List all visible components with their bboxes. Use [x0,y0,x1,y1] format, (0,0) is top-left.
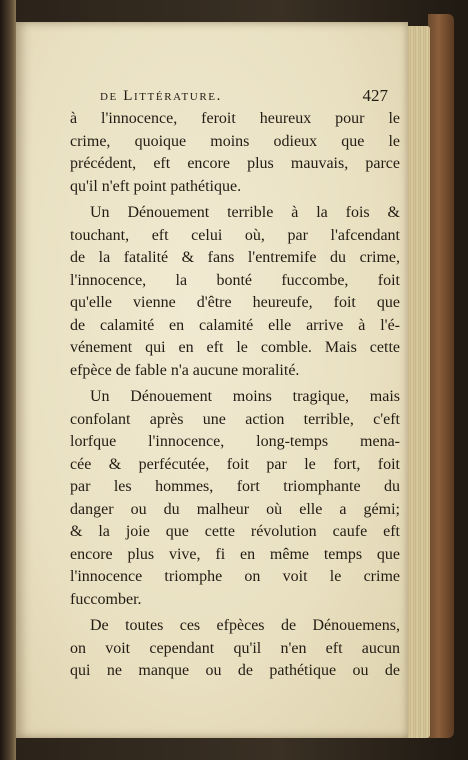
paragraph-3 [70,386,400,611]
text-line: de calamité en calamité elle arrive à l'é- [70,316,400,334]
page-text [70,88,400,683]
paragraph-1 [70,108,400,198]
text-line: à l'innocence, feroit heureux pour le [70,110,400,127]
text-line: Un Dénouement moins tragique, mais [90,388,400,405]
text-line: on voit cependant qu'il n'en eft aucun [70,639,400,657]
book-cover-left [0,0,16,760]
paragraph-4 [70,615,400,683]
text-line: fuccomber. [70,590,142,608]
book-cover-right [428,14,454,738]
text-line: cée & perfécutée, foit par le fort, foit [70,455,400,473]
text-line: encore plus vive, fi en même temps que [70,545,400,563]
text-line: l'innocence, la bonté fuccombe, foit [70,271,400,289]
text-line: touchant, eft celui où, par l'afcendant [70,226,400,244]
text-line: par les hommes, fort triomphante du [70,478,400,495]
text-line: l'innocence triomphe on voit le crime [70,568,400,585]
text-line: & la joie que cette révolution caufe eft [70,523,400,540]
text-line: qu'il n'eft point pathétique. [70,177,242,195]
text-line: vénement qui en eft le comble. Mais cette [70,339,400,356]
text-line: confolant après une action terrible, c'eft [70,410,400,428]
text-line: efpèce de fable n'a aucune moralité. [70,361,300,379]
text-line: crime, quoique moins odieux que le [70,132,400,150]
paragraph-2 [70,202,400,382]
running-title: de Littérature. [100,88,222,104]
text-line: lorfque l'innocence, long-temps mena- [70,433,400,450]
text-line: qui ne manque ou de pathétique ou de [70,662,400,679]
text-line: précédent, eft encore plus mauvais, parce [70,155,400,172]
text-line: danger ou du malheur où elle a gémi; [70,500,400,518]
text-line: Un Dénouement terrible à la fois & [90,204,400,221]
text-line: de la fatalité & fans l'entremife du crime, [70,249,400,266]
page-number: 427 [362,86,388,105]
text-line: De toutes ces efpèces de Dénouemens, [90,617,400,634]
text-line: qu'elle vienne d'être heureufe, foit que [70,294,400,311]
running-header [70,88,400,108]
